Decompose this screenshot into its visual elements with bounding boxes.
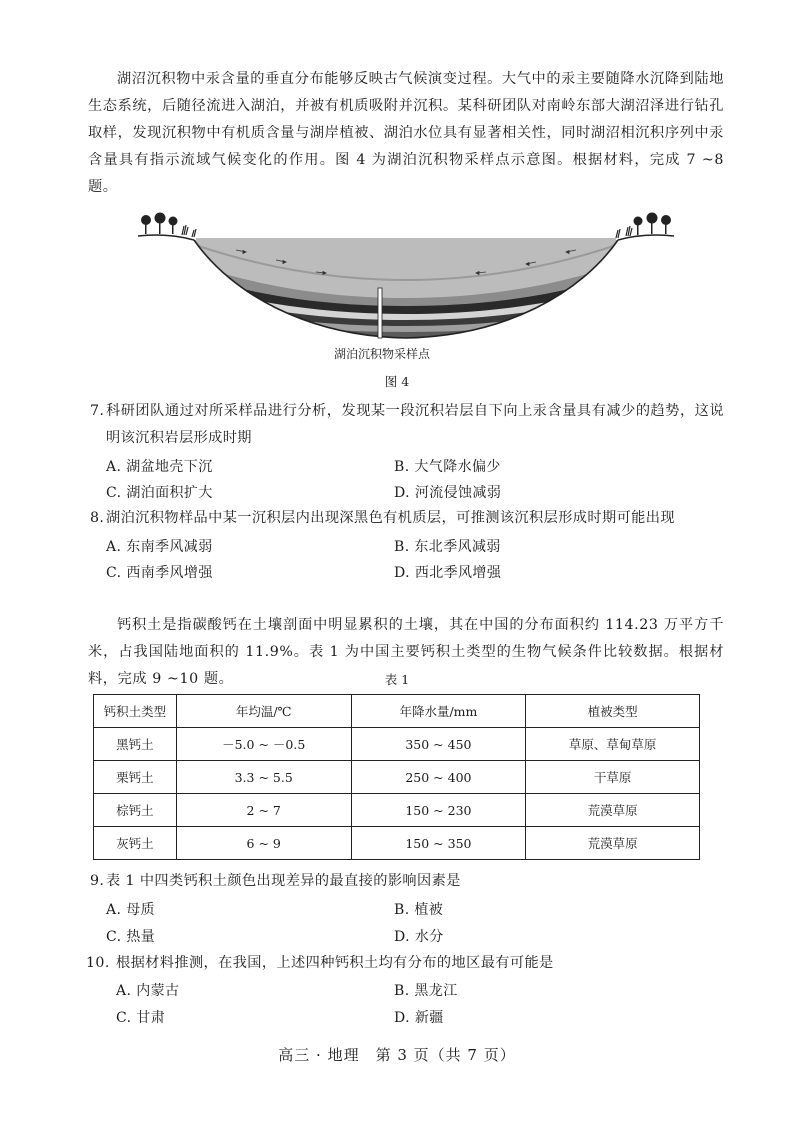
table-cell: 250 ~ 400 bbox=[351, 761, 526, 794]
table-header: 年均温/℃ bbox=[176, 695, 351, 728]
table-cell: 150 ~ 350 bbox=[351, 827, 526, 860]
table-row bbox=[94, 761, 700, 794]
table-cell: 草原、草甸草原 bbox=[526, 728, 700, 761]
question-number: 10. bbox=[86, 955, 110, 971]
q9-option-a: A. 母质 bbox=[106, 902, 156, 918]
q7-option-d: D. 河流侵蚀减弱 bbox=[394, 485, 502, 501]
table-caption: 表 1 bbox=[384, 672, 410, 687]
question-number: 9. bbox=[90, 873, 105, 889]
table-header: 年降水量/mm bbox=[351, 695, 526, 728]
table-cell: 2 ~ 7 bbox=[176, 794, 351, 827]
question-text: 科研团队通过对所采样品进行分析，发现某一段沉积岩层自下向上汞含量具有减少的趋势，这说明该沉积岩层形成时期 bbox=[106, 403, 724, 446]
table-cell: 350 ~ 450 bbox=[351, 728, 526, 761]
sampling-point-label: 湖泊沉积物采样点 bbox=[333, 347, 431, 361]
question-text: 根据材料推测，在我国，上述四种钙积土均有分布的地区最有可能是 bbox=[116, 955, 554, 971]
q10-option-b: B. 黑龙江 bbox=[394, 983, 458, 999]
table-row bbox=[94, 728, 700, 761]
question-number: 7. bbox=[90, 403, 105, 419]
page-footer: 高三 · 地理 第 3 页（共 7 页） bbox=[278, 1046, 516, 1064]
table-cell: 黑钙土 bbox=[94, 728, 177, 761]
lake-sediment-figure bbox=[136, 208, 676, 368]
q9-option-c: C. 热量 bbox=[106, 929, 156, 945]
table-header: 钙积土类型 bbox=[94, 695, 177, 728]
table-cell: 荒漠草原 bbox=[526, 827, 700, 860]
table-cell: 灰钙土 bbox=[94, 827, 177, 860]
tree-icons-right bbox=[616, 213, 671, 239]
q10-option-c: C. 甘肃 bbox=[116, 1010, 166, 1026]
table-cell: 干草原 bbox=[526, 761, 700, 794]
sampling-core bbox=[378, 288, 382, 338]
table-header-row bbox=[94, 695, 700, 728]
q9-option-b: B. 植被 bbox=[394, 902, 444, 918]
q8-option-a: A. 东南季风减弱 bbox=[106, 539, 213, 555]
table-cell: 3.3 ~ 5.5 bbox=[176, 761, 351, 794]
tree-icons-left bbox=[141, 213, 196, 238]
q9-option-d: D. 水分 bbox=[394, 929, 444, 945]
table-row bbox=[94, 827, 700, 860]
table-header: 植被类型 bbox=[526, 695, 700, 728]
calcic-soil-table bbox=[93, 694, 700, 860]
q8-option-c: C. 西南季风增强 bbox=[106, 565, 213, 581]
question-number: 8. bbox=[90, 510, 105, 526]
q7-option-c: C. 湖泊面积扩大 bbox=[106, 485, 213, 501]
table-cell: 150 ~ 230 bbox=[351, 794, 526, 827]
q7-option-a: A. 湖盆地壳下沉 bbox=[106, 459, 213, 475]
table-cell: －5.0 ~ －0.5 bbox=[176, 728, 351, 761]
question-text: 表 1 中四类钙积土颜色出现差异的最直接的影响因素是 bbox=[106, 873, 461, 889]
question-text: 湖泊沉积物样品中某一沉积层内出现深黑色有机质层，可推测该沉积层形成时期可能出现 bbox=[106, 510, 675, 526]
intro-paragraph-2: 钙积土是指碳酸钙在土壤剖面中明显累积的土壤，其在中国的分布面积约 114.23 万平方千米，占我国陆地面积的 11.9%。表 1 为中国主要钙积土类型的生物气候条件比较数据。根据材料，完成 9 ~10 题。 bbox=[88, 617, 724, 687]
table-cell: 栗钙土 bbox=[94, 761, 177, 794]
q10-option-d: D. 新疆 bbox=[394, 1010, 444, 1026]
table-cell: 6 ~ 9 bbox=[176, 827, 351, 860]
figure-caption: 图 4 bbox=[384, 374, 410, 389]
table-row bbox=[94, 794, 700, 827]
q7-option-b: B. 大气降水偏少 bbox=[394, 459, 501, 475]
q10-option-a: A. 内蒙古 bbox=[116, 983, 180, 999]
intro-paragraph-1: 湖沼沉积物中汞含量的垂直分布能够反映古气候演变过程。大气中的汞主要随降水沉降到陆地生态系统，后随径流进入湖泊，并被有机质吸附并沉积。某科研团队对南岭东部大湖沼泽进行钻孔取样，发现沉积物中有机质含量与湖岸植被、湖泊水位具有显著相关性，同时湖沼相沉积序列中汞含量具有指示流域气候变化的作用。图 4 为湖泊沉积物采样点示意图。根据材料，完成 7 ~8 题。 bbox=[88, 71, 724, 195]
q8-option-b: B. 东北季风减弱 bbox=[394, 539, 501, 555]
q8-option-d: D. 西北季风增强 bbox=[394, 565, 502, 581]
table-cell: 棕钙土 bbox=[94, 794, 177, 827]
table-cell: 荒漠草原 bbox=[526, 794, 700, 827]
